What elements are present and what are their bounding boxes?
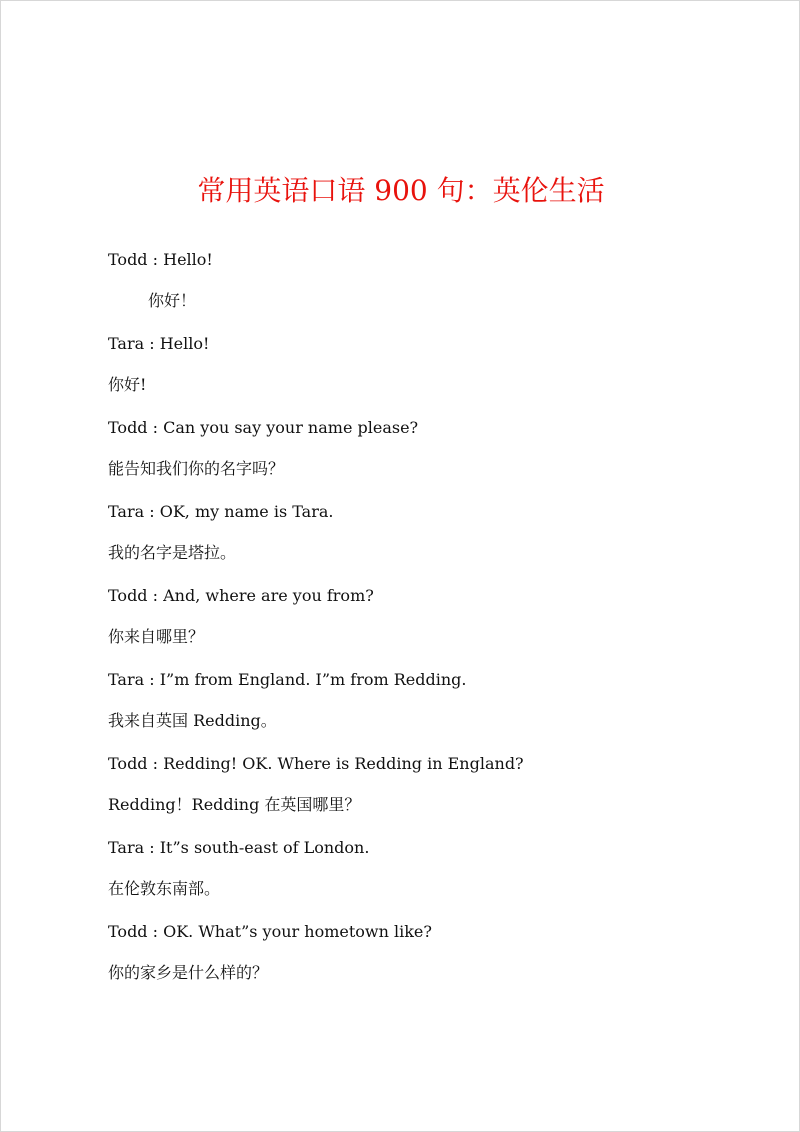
dialogue-line-3: Todd : Can you say your name please? — [108, 418, 419, 437]
translation-line-6: 我来自英国 Redding。 — [108, 711, 277, 730]
translation-line-1: 你好！ — [148, 291, 197, 310]
dialogue-line-1: Todd : Hello! — [108, 250, 213, 269]
page-title: 常用英语口语 900 句：英伦生活 — [197, 174, 605, 207]
dialogue-line-4: Tara : OK, my name is Tara. — [108, 502, 334, 521]
dialogue-line-2: Tara : Hello! — [108, 334, 210, 353]
dialogue-line-7: Todd : Redding! OK. Where is Redding in England? — [108, 754, 524, 773]
dialogue-line-9: Todd : OK. What”s your hometown like? — [108, 922, 432, 941]
dialogue-line-6: Tara : I”m from England. I”m from Redding. — [108, 670, 467, 689]
translation-line-9: 你的家乡是什么样的？ — [108, 963, 269, 982]
dialogue-line-5: Todd : And, where are you from? — [108, 586, 374, 605]
dialogue-line-8: Tara : It”s south-east of London. — [108, 838, 370, 857]
translation-line-5: 你来自哪里？ — [108, 627, 205, 646]
translation-line-4: 我的名字是塔拉。 — [108, 543, 237, 562]
translation-line-3: 能告知我们你的名字吗？ — [108, 459, 285, 478]
translation-line-8: 在伦敦东南部。 — [108, 879, 221, 898]
translation-line-7: Redding！Redding 在英国哪里？ — [108, 795, 361, 814]
translation-line-2: 你好! — [108, 375, 147, 394]
